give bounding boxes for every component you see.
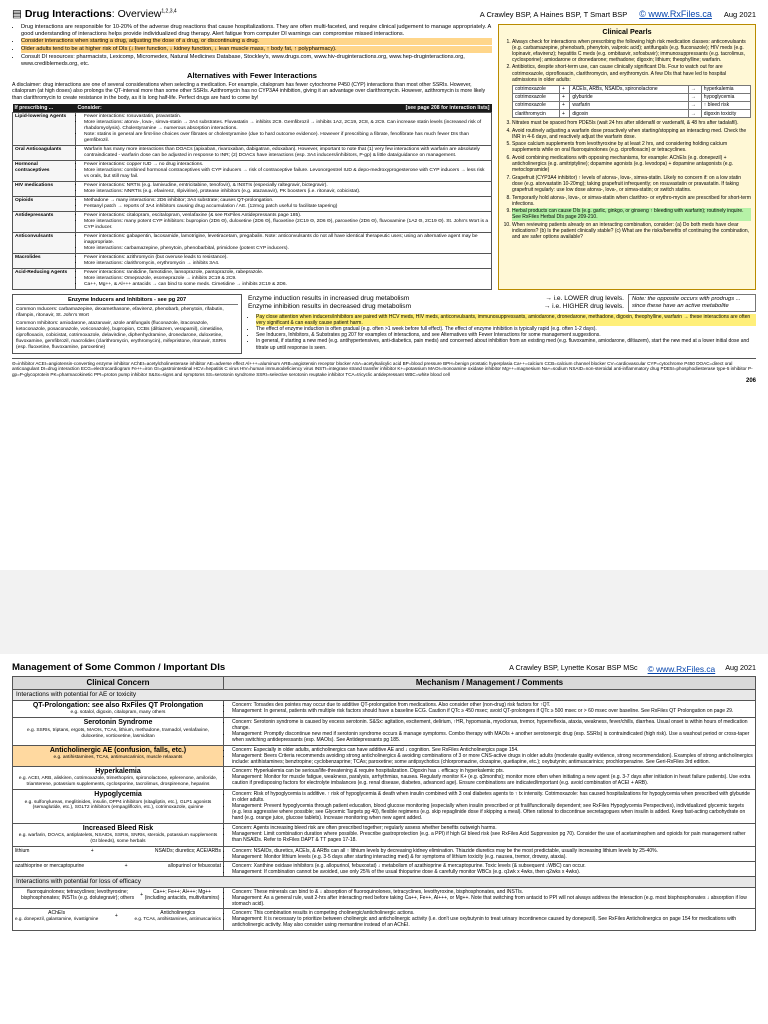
concern-examples: e.g. sulfonylureas, meglitinides, insulin, DPP4 inhibitors (sitagliptin, etc.), GLP1 agonists (semaglutide, etc.), SGLT2 inhibitors (empagliflozin, etc.), cotrimoxazole, quinine bbox=[24, 799, 212, 811]
drug-category: Macrolides bbox=[13, 253, 76, 268]
bullet-item: • More interactions: many potent CYP inhibitors: bupropion (2D6 Θ), duloxetine (2D6 Θ), fluoxetine (2C19 Θ, 2D6 Θ), paroxetine (2D6 Θ), fluvoxamine (1A2 Θ, 2C19 Θ). St. John's Wort is a CYP inducer. bbox=[84, 219, 489, 231]
pearl-item: 10. When reviewing patients already on an interacting combination, consider: (a) Do both meds have clear indications? (b) Is the patient clinically stable? (c) What are the risks/benefits of continuing the combination, and are safer options available? bbox=[512, 222, 751, 240]
consider-cell bbox=[76, 268, 492, 289]
consider-cell bbox=[76, 233, 492, 254]
alternatives-row bbox=[13, 253, 492, 268]
concern-cell bbox=[13, 718, 224, 745]
consider-cell bbox=[76, 161, 492, 182]
concern-row bbox=[13, 718, 756, 745]
mechanism-cell bbox=[224, 790, 756, 823]
bullet-item: • Concern: These minerals can bind to & ↓ absorption of fluoroquinolones, tetracyclines, levothyroxine, bisphosphonates, and INSTIs. bbox=[232, 889, 753, 895]
combo-cell: + bbox=[559, 110, 569, 118]
bullet-list bbox=[226, 747, 753, 765]
management-header bbox=[12, 662, 756, 674]
concern-name: Hyperkalemia bbox=[95, 767, 141, 775]
bullet-item: • Management: Prevent hypoglycemia through patient education, blood glucose monitoring (especially when insulin prescribed or pt frail/functionally dependent; see RxFiles Hypoglycemia Perspectives), individualized glycemic targets (e.g. less aggressive where possible; see Glycemic Targets pg 40), flexible regimens (e.g. skip repaglinide dose if skipping a meal). Often rational to discontinue secretagogues when insulin is added. Keep fast-acting carbohydrate on hand (e.g. orange juice, glucose tablets). Increase monitoring when new agent added. bbox=[232, 803, 753, 821]
overview-header bbox=[12, 8, 756, 21]
concern-cell bbox=[13, 823, 224, 846]
bullet-item: • Management: Beers Criteria recommends avoiding strong anticholinergics & avoiding combinations of 3 or more CNS-active drugs in older adults (moderate quality evidence, strong recommendation). Examples of strong anticholinergics include: antihistamines; benztropine; cyclobenzaprine; TCAs; paroxetine; some antipsychotics (chlorpromazine, clozapine, quetiapine, etc.); oxybutynin; antimuscarinics; prochlorperazine. See Geri-RxFiles 3rd edition. bbox=[232, 753, 753, 765]
intro-item-highlight: • Consider interactions when starting a drug, adjusting the dose of a drug, or discontinuing a drug. bbox=[21, 38, 492, 45]
enzyme-bullet: • See Inducers, Inhibitors, & Substrates pg 207 for examples of interactions, and see Alternatives with Fewer Interactions for some management suggestions. bbox=[256, 332, 756, 338]
consider-cell bbox=[76, 253, 492, 268]
bullet-list bbox=[78, 255, 489, 267]
pair-cell bbox=[13, 861, 224, 876]
bullet-list bbox=[226, 889, 753, 907]
bullet-item: • Concern: This combination results in competing cholinergic/anticholinergic actions. bbox=[232, 910, 753, 916]
ache-row bbox=[13, 909, 756, 930]
combo-cell: cotrimoxazole bbox=[513, 101, 560, 109]
bullet-item: • Warfarin has many more interactions than DOACs (apixaban, rivaroxaban, dabigatran, edoxaban). However, important to note that (1) very few interactions with warfarin are absolutely contraindicated - warfarin dose can be adjusted in response to INR; (2) DOACs have interactions (esp. 3A4 inducers/inhibitors, P-gp) & little data/guidance on management. bbox=[84, 147, 489, 159]
bullet-item: • Concern: Torsades des pointes may occur due to additive QT-prolongation from medications. Also consider other (non-drug) risk factors for ↑QT. bbox=[232, 702, 753, 708]
rxfiles-link[interactable]: © www.RxFiles.ca bbox=[647, 664, 716, 674]
pair-cell bbox=[13, 909, 224, 930]
combo-cell: ACEIs, ARBs, NSAIDs, spironolactone bbox=[570, 85, 688, 93]
pair-b: Ca++; Fe++; Al+++; Mg++ (including antacids, multivitamins) bbox=[144, 888, 220, 902]
intro-item-highlight: • Older adults tend to be at higher risk of DIs (↓ liver function, ↓ kidney function, ↓ lean muscle mass, ↑ body fat, ↑ polypharmacy). bbox=[21, 46, 492, 53]
pair-b: Anticholinergics e.g. TCAs, antihistamines, antimuscarinics bbox=[134, 910, 221, 922]
antibiotic-combo-table bbox=[512, 85, 751, 118]
bullet-item: • More interactions: carbamazepine, phenytoin, phenobarbital, primidone (potent CYP inducers). bbox=[84, 246, 489, 252]
combo-cell: clarithromycin bbox=[513, 110, 560, 118]
concern-row bbox=[13, 823, 756, 846]
pair bbox=[15, 848, 221, 854]
pearl-item: 3. Nitrates must be spaced from PDE5Is (wait 24 hrs after sildenafil or vardenafil, & 48 hrs after tadalafil). bbox=[512, 120, 751, 126]
bullet-list bbox=[78, 270, 489, 288]
bullet-item: • More interactions: Omeprazole, esomeprazole → inhibits 2C19 & 2C9. bbox=[84, 276, 489, 282]
overview-meta bbox=[480, 9, 756, 20]
bullet-list bbox=[226, 848, 753, 860]
alternatives-row bbox=[13, 182, 492, 197]
combo-row bbox=[513, 93, 751, 101]
concern-examples: e.g. warfarin, DOACs, antiplatelets, NSAIDs, SSRIs, SNRIs, steroids, potassium supplements (GI bleeds), some herbals bbox=[18, 833, 218, 844]
pair-b: allopurinol or febuxostat bbox=[167, 862, 221, 869]
pearl-item: 5. Space calcium supplements from levothyroxine by at least 2 hrs, and considering holding calcium supplements while on oral fluoroquinolones (e.g. ciprofloxacin) or tetracyclines. bbox=[512, 141, 751, 153]
bullet-list bbox=[78, 147, 489, 159]
lithium-row bbox=[13, 846, 756, 861]
bullet-item: • Concern: Especially in older adults, anticholinergics can have additive AE and ↓ cognition. See RxFiles Anticholinergics page 154. bbox=[232, 747, 753, 753]
management-sheet bbox=[12, 662, 756, 1024]
combo-cell: + bbox=[559, 93, 569, 101]
drug-category: Hormonal contraceptives bbox=[13, 161, 76, 182]
management-table bbox=[12, 676, 756, 930]
clinical-pearls-box bbox=[498, 24, 756, 290]
bullet-list bbox=[78, 183, 489, 195]
disclaimer: A disclaimer: drug interactions are one of several considerations when selecting a medication. For example, citalopram has fewer cytochrome P450 (CYP) interactions than most other SSRIs. However, citalopram (at high doses) also prolongs the QT-interval more than some other SSRIs. Azithromycin has no CYP3A4 inhibition, giving it an advantage over clarithromycin. However, azithromycin is more likely than clarithromycin to create resistance in the body, as it is long half-life. Perfect drugs are hard to come by! bbox=[12, 81, 486, 101]
bullet-item: • Fentanyl patch → reports of 3A4 inhibitors causing drug accumulation / AE. (12mcg patch useful to facilitate tapering) bbox=[84, 204, 489, 210]
left-column bbox=[12, 24, 492, 290]
enzyme-bullet: • Pay close attention when inducers/inhibitors are paired with HCV meds, HIV meds, anticonvulsants, immunosuppressants, amiodarone, dronedarone, methadone, digoxin, theophylline, warfarin → these interactions are often very significant & can easily cause patient harm. bbox=[256, 314, 756, 326]
authors: A Crawley BSP, A Haines BSP, T Smart BSP bbox=[479, 10, 628, 19]
bullet-list bbox=[78, 162, 489, 180]
col-consider: Consider: [see page 208 for interaction lists] bbox=[77, 104, 490, 111]
drug-category: Antidepressants bbox=[13, 212, 76, 233]
enzyme-section bbox=[12, 294, 756, 354]
concern-row bbox=[13, 700, 756, 717]
col-clinical-concern: Clinical Concern bbox=[13, 677, 224, 690]
concern-cell bbox=[13, 766, 224, 789]
management-meta bbox=[509, 664, 756, 674]
combo-cell: → bbox=[688, 93, 701, 101]
management-title: Management of Some Common / Important DIs bbox=[12, 662, 226, 673]
pair-a: azathioprine or mercaptopurine bbox=[15, 862, 85, 869]
pearls-list bbox=[503, 39, 751, 241]
combo-cell: digoxin toxicity bbox=[701, 110, 750, 118]
bullet-item: • More interactions: NNRTIs (e.g. efavirenz, rilpivirine), protease inhibitors (e.g. atazanavir), PK boosters (i.e. ritonavir, cobicistat). bbox=[84, 189, 489, 195]
concern-name: Anticholinergic AE (confusion, falls, etc.) bbox=[49, 746, 187, 754]
concern-name: Serotonin Syndrome bbox=[83, 719, 153, 727]
consider-cell bbox=[76, 212, 492, 233]
concern-examples: e.g. sotalol, digoxin, citalopram, many others bbox=[70, 710, 166, 716]
bullet-item: • Ca++, Mg++, & Al+++ antacids → can bind to some meds. Cimetidine → inhibits 2C19 & 2D6. bbox=[84, 282, 489, 288]
consider-cell bbox=[76, 113, 492, 146]
combo-row bbox=[513, 85, 751, 93]
combo-cell: hypoglycemia bbox=[701, 93, 750, 101]
enzyme-title: Enzyme Inducers and Inhibitors - see pg 207 bbox=[16, 297, 238, 305]
concern-row bbox=[13, 790, 756, 823]
concern-row bbox=[13, 745, 756, 766]
bullet-item: • Management: Monitor lithium levels (e.g. 3-5 days after starting interacting med) & for symptoms of lithium toxicity (e.g. nausea, tremor, drowsy, ataxia). bbox=[232, 854, 753, 860]
chelation-row bbox=[13, 887, 756, 908]
alternatives-row bbox=[13, 113, 492, 146]
bullet-item: • Note: statins in general are first-line choices over fibrates or cholestyramine (due to hard outcome evidence). However if prescribing a fibrate, fenofibrate has much fewer DIs than gemfibrozil. bbox=[84, 132, 489, 144]
combo-row bbox=[513, 101, 751, 109]
drug-category: Lipid-lowering Agents bbox=[13, 113, 76, 146]
mechanism-cell bbox=[224, 766, 756, 789]
alternatives-row bbox=[13, 146, 492, 161]
combo-cell: → bbox=[688, 85, 701, 93]
mechanism-cell bbox=[224, 887, 756, 908]
bullet-item: • Fewer interactions: gabapentin, lacosamide, lamotrigine, levetiracetam, pregabalin. Note: anticonvulsants do not all have identical therapeutic uses; using an alternative agent may be inappropriate. bbox=[84, 234, 489, 246]
bullet-item: • Concern: NSAIDs, diuretics, ACEIs, & ARBs can all ↑ lithium levels by decreasing kidney elimination. Thiazide diuretics may be the most predictable, usually increasing lithium levels by 25-40%. bbox=[232, 848, 753, 854]
pair-b: NSAIDs; diuretics; ACE/ARBs bbox=[154, 847, 221, 854]
bullet-item: • Management: It is necessary to prioritize between cholinergic and anticholinergic activity (i.e. don't use oxybutynin to treat urinary incontinence caused by donepezil). See RxFiles Anticholinergics on page 154 for medications with anticholinergic activity. May also consider using memantine instead of an AChEI. bbox=[232, 916, 753, 928]
pearl-item: 7. Grapefruit (CYP3A4 inhibitor) ↑ levels of atorva-, lova-, simva-statin. Likely no concern if: on a low statin dose (e.g. atorvastatin 10-20mg); taking grapefruit infrequently; on rosuvastatin or pravastatin. If taking grapefruit regularly: use low dose atorva-, lova-, or simva-statin; or switch statins. bbox=[512, 175, 751, 193]
bullet-list bbox=[226, 825, 753, 843]
alternatives-row bbox=[13, 197, 492, 212]
bullet-item: • Management: If combination cannot be avoided, use only 25% of the usual thiopurine dose & carefully monitor WBCs (e.g. q1wk x 4wks, then q2wks x 4wks). bbox=[232, 869, 753, 875]
bullet-list bbox=[226, 791, 753, 821]
plus-sign: + bbox=[90, 847, 94, 854]
consider-cell bbox=[76, 182, 492, 197]
concern-examples: e.g. ACEI, ARB, aliskiren, cotrimoxazole, trimethoprim, spironolactone, eplerenone, amiloride, triamterene, potassium supplements, cyclosporine, tacrolimus, drospirenone, heparins bbox=[18, 776, 218, 788]
bullet-item: • Management: As a general rule, wait 2-hrs after interacting med before taking Ca++, Fe++, Al+++, or Mg++. Note that switching from antacid to PPI will not always address the interaction (e.g. most bisphosphonates ↓ absorption if low stomach acid). bbox=[232, 895, 753, 907]
combo-cell: digoxin bbox=[570, 110, 688, 118]
enzyme-bullet: • The effect of enzyme induction is often gradual (e.g. often >1 week before full effect). The effect of enzyme inhibition is typically rapid (e.g. often 1-2 days). bbox=[256, 326, 756, 332]
abbreviations: Θ=inhibitor ACEI=angiotensin-converting enzyme inhibitor AChEI=acetylcholinesterase inhibitor AE=adverse effect Al+++=aluminum ARB=angiotensin receptor blocker ASA=acetylsalicylic acid BP=blood pressure BPH=benign prostatic hyperplasia Ca++=calcium CCB=calcium channel blocker CV=cardiovascular CYP=cytochrome P450 DOAC=direct oral anticoagulant DI=drug interaction ECG=electrocardiogram Fe++=iron GI=gastrointestinal HCV=hepatitis C virus HIV=human immunodeficiency virus INSTI=integrase strand transfer inhibitor K+=potassium MAOI=monoamine oxidase inhibitor Mg++=magnesium Na+=sodium NSAID=non-steroidal anti-inflammatory drug PDE5I=phosphodiesterase type-5 inhibitor P-gp=P-glycoprotein PK=pharmacokinetic PPI=proton pump inhibitor S&Sx=signs and symptoms SS=serotonin syndrome SSRI=selective serotonin reuptake inhibitor TCA=tricyclic antidepressant WBC=white blood cell bbox=[12, 358, 756, 378]
bullet-item: • Fewer interactions: copper IUD → no drug interactions. bbox=[84, 162, 489, 168]
bullet-item: • Management: Promptly discontinue new med if serotonin syndrome occurs & manage symptoms. Combo therapy with MAOIs + another serotonergic drug (esp. SSRIs) is contraindicated (high risk). Use a washout period or cross-taper when switching antidepressants (esp. MAOIs). See Antidepressants pg 185. bbox=[232, 731, 753, 743]
enzyme-box bbox=[12, 294, 242, 354]
section-efficacy: Interactions with potential for loss of efficacy bbox=[13, 877, 756, 888]
drug-category: Opioids bbox=[13, 197, 76, 212]
bullet-item: • Methadone → many interactions: 2D6 inhibitor; 3A4 substrate; causes QT-prolongation. bbox=[84, 198, 489, 204]
alternatives-row bbox=[13, 233, 492, 254]
enzyme-notes bbox=[248, 294, 756, 354]
pair-a: lithium bbox=[15, 847, 30, 854]
pearl-item: 8. Temporarily hold atorva-, lova-, or simva-statin when clarithro- or erythro-mycin are prescribed for short-term infections. bbox=[512, 195, 751, 207]
enzyme-inducers: Common Inducers: carbamazepine, dexamethasone, efavirenz, phenobarb, phenytoin, rifabutin, rifampin, ritonavir, St. John's Wort bbox=[16, 306, 224, 318]
inhibition-line: Enzyme inhibition results in decreased drug metabolism bbox=[248, 302, 412, 310]
consider-cell bbox=[76, 197, 492, 212]
concern-cell bbox=[13, 700, 224, 717]
pearl-item-herbal: 9. Herbal products can cause DIs (e.g. garlic, ginkgo, or ginseng ↑ bleeding with warfarin); routinely inquire. See RxFiles Herbal DIs page 209-210. bbox=[512, 208, 751, 220]
drug-category: Acid-Reducing Agents bbox=[13, 268, 76, 289]
induction-result: → i.e. LOWER drug levels. bbox=[545, 294, 624, 302]
date: Aug 2021 bbox=[723, 10, 756, 19]
pair bbox=[15, 889, 221, 901]
bullet-item: • Management: In general, patients with multiple risk factors should have a baseline ECG. Caution if QTc ≥ 450 msec; avoid QT-prolongers if QTc ≥ 500 msec or > 60 msec over baseline. See RxFiles QT Prolongation on page 29. bbox=[232, 708, 753, 714]
concern-name: Increased Bleed Risk bbox=[82, 824, 154, 832]
combo-cell: cotrimoxazole bbox=[513, 85, 560, 93]
mechanism-cell bbox=[224, 846, 756, 861]
pearls-title: Clinical Pearls bbox=[602, 26, 652, 36]
drug-category: HIV medications bbox=[13, 182, 76, 197]
bullet-item: • Fewer interactions: azithromycin (but overuse leads to resistance). bbox=[84, 255, 489, 261]
concern-cell bbox=[13, 790, 224, 823]
mechanism-cell bbox=[224, 700, 756, 717]
mechanism-cell bbox=[224, 861, 756, 876]
bullet-list bbox=[78, 114, 489, 144]
induction-line: Enzyme induction results in increased drug metabolism bbox=[248, 294, 410, 302]
bullet-item: • Fewer interactions: citalopram, escitalopram, venlafaxine (& see RxFiles Antidepressants page 185). bbox=[84, 213, 489, 219]
section-toxicity: Interactions with potential for AE or toxicity bbox=[13, 690, 756, 701]
inhibition-result: → i.e. HIGHER drug levels. bbox=[543, 302, 624, 310]
azathioprine-row bbox=[13, 861, 756, 876]
pearl-item: 6. Avoid combining medications with opposing mechanisms, for example: AChEIs (e.g. donepezil) + anticholinergics (e.g. amitriptyline); dopamine agonists (e.g. levodopa) + dopamine antagonists (e.g. metoclopramide) bbox=[512, 155, 751, 173]
pair-a: fluoroquinolones; tetracyclines; levothyroxine; bisphosphonates; INSTIs (e.g. dolutegravir); others bbox=[21, 888, 135, 902]
overview-sheet bbox=[12, 8, 756, 556]
drug-category: Anticonvulsants bbox=[13, 233, 76, 254]
pair bbox=[15, 910, 221, 922]
combo-cell: warfarin bbox=[570, 101, 688, 109]
alternatives-row bbox=[13, 161, 492, 182]
mechanism-cell bbox=[224, 909, 756, 930]
consider-cell bbox=[76, 146, 492, 161]
pair-b-examples: e.g. TCAs, antihistamines, antimuscarinics bbox=[134, 916, 221, 922]
pair-cell bbox=[13, 846, 224, 861]
combo-cell: + bbox=[559, 85, 569, 93]
authors: A Crawley BSP, Lynette Kosar BSP MSc bbox=[509, 663, 638, 672]
pair-cell bbox=[13, 887, 224, 908]
intro-item-resources: • Consult DI resources: pharmacists, Lexicomp, Micromedex, Natural Medicines Database, Stockley's, www.drugs.com, www.hiv-druginteractions.org, www.hep-druginteractions.org, www.crediblemeds.org, etc. bbox=[21, 54, 492, 68]
concern-row bbox=[13, 766, 756, 789]
bullet-list bbox=[226, 702, 753, 714]
document-icon: ▤ bbox=[12, 8, 25, 20]
enzyme-bullet: • In general, if starting a new med (e.g. antihypertensives, anti-diabetics, pain meds) and concerned about inhibition from an existing med (e.g. fluvoxamine, amiodarone, diltiazem), start the new med at a lower initial dose and titrate up until response is seen. bbox=[256, 338, 756, 350]
bullet-item: • Concern: Xanthine oxidase inhibitors (e.g. allopurinol, febuxostat) ↓ metabolism of azathioprine & mercaptopurine. Toxic levels (& subsequent ↓WBC) can occur. bbox=[232, 863, 753, 869]
combo-cell: cotrimoxazole bbox=[513, 93, 560, 101]
concern-examples: e.g. antihistamines, TCAs, antimuscarinics, muscle relaxants bbox=[53, 755, 183, 761]
pearl-item: 4. Avoid routinely adjusting a warfarin dose proactively when starting/stopping an interacting med. Check the INR in 4-6 days, and reactively adjust the warfarin dose. bbox=[512, 128, 751, 140]
bullet-item: • Fewer interactions: NRTIs (e.g. lamivudine, emtricitabine, tenofovir), & INSTIs (especially raltegravir, bictegravir). bbox=[84, 183, 489, 189]
drug-category: Oral Anticoagulants bbox=[13, 146, 76, 161]
plus-sign: + bbox=[140, 891, 144, 898]
bullet-list bbox=[78, 198, 489, 210]
bullet-list bbox=[226, 719, 753, 743]
bullet-list bbox=[226, 910, 753, 928]
bullet-item: • Concern: Hyperkalemia can be serious/life-threatening & require hospitalization. Digoxin has ↓ efficacy in hyperkalemic pts. bbox=[232, 768, 753, 774]
bullet-item: • Concern: Serotonin syndrome is caused by excess serotonin. S&Sx: agitation, excitement, delirium, ↑HR, hypomania, myoclonus, tremor, hyperreflexia, ataxia, weakness, fever/chills, diarrhea. Usual onset is within hours of medication change. bbox=[232, 719, 753, 731]
col-mechanism: Mechanism / Management / Comments bbox=[224, 677, 756, 690]
bullet-item: • More interactions: atorva-, lova-, simva-statin → 3A4 substrates. Fluvastatin → inhibits 2C9. Gemfibrozil → inhibits 1A2, 2C19, 2C8, & 2C9. Can increase statin levels (increased risk of rhabdomyolysis). Cholestyramine → numerous absorption interactions. bbox=[84, 120, 489, 132]
rxfiles-link[interactable]: © www.RxFiles.ca bbox=[639, 9, 712, 19]
bullet-item: • More interactions: combined hormonal contraceptives with CYP inducers → risk of contraceptive failure. Levonorgestrel IUD & depo-medroxyprogesterone with CYP inducers → less risk vs orals, but still may fail. bbox=[84, 168, 489, 180]
bullet-list bbox=[226, 768, 753, 786]
concern-cell bbox=[13, 745, 224, 766]
bullet-item: • Fewer interactions: ranitidine, famotidine, lansoprazole, pantoprazole, rabeprazole. bbox=[84, 270, 489, 276]
bullet-item: • Management: Limit combination duration where possible. Prescribe gastroprotection (e.g. a PPI) if high GI bleed risk (see RxFiles Acid Suppression pg 70). Consider the use of acetaminophen and opioids for pain management rather than NSAIDs. Refer to RxFiles DAPT & TT pages 17-18. bbox=[232, 831, 753, 843]
plus-sign: + bbox=[124, 862, 128, 869]
combo-cell: + bbox=[559, 101, 569, 109]
col-prescribing: If prescribing ... bbox=[13, 104, 76, 113]
overview-title: ▤ Drug Interactions: Overview$^{1,2,3,4}$ bbox=[12, 8, 177, 20]
pair-a: AChEIs e.g. donepezil, galantamine, rivastigmine bbox=[15, 910, 99, 922]
section-efficacy-row bbox=[13, 877, 756, 888]
pair-a-examples: e.g. donepezil, galantamine, rivastigmine bbox=[15, 916, 99, 922]
page-number: 206 bbox=[745, 378, 756, 385]
pearl-item: 1. Always check for interactions when prescribing the following high risk medication classes: anticonvulsants (e.g. carbamazepine, phenobarb, phenytoin, valproic acid); antifungals (e.g. fluconazole); HIV meds (e.g. lopinavir, efavirenz); hepatitis C meds (e.g. ombitasvir, sofosbuvir); immunosuppressants (e.g. tacrolimus, cyclosporine); amiodarone or dronedarone; methadone; digoxin; lithium; theophylline; warfarin. bbox=[512, 39, 751, 63]
concern-name: QT-Prolongation: see also RxFiles QT Prolongation bbox=[32, 701, 204, 709]
intro-list bbox=[12, 24, 492, 68]
mechanism-cell bbox=[224, 718, 756, 745]
alternatives-row bbox=[13, 268, 492, 289]
prodrug-note: Note: the opposite occurs with prodrugs ... since these have an active metabolite bbox=[628, 294, 756, 312]
concern-examples: e.g. SSRIs, triptans, ergots, MAOIs, TCAs, lithium, methadone, tramadol, venlafaxine, duloxetine, vortioxetine, lasmiditan bbox=[26, 727, 209, 739]
bullet-item: • Management: Monitor for muscle fatigue, weakness, paralysis, arrhythmias, nausea. Regularly monitor K+ (e.g. q3months); monitor more often when initiating a new agent (e.g. 3-7 days after initiation in heart failure patients). Use extra caution if predisposing factors for electrolyte imbalances (e.g. renal disease, diabetes, advanced age). Ensure combinations are indicated/important (e.g. avoid combination of ACEI + ARB). bbox=[232, 774, 753, 786]
bullet-item: • Concern: Risk of hypoglycemia is additive. ↑ risk of hypoglycemia & death when insulin combined with 3 oral diabetes agents to ↑ tx intensity. Cotrimoxazole: has caused hospitalizations for hypoglycemia when prescribed with glyburide in older adults. bbox=[232, 791, 753, 803]
bullet-list bbox=[78, 213, 489, 231]
page-gap bbox=[0, 570, 768, 654]
pair bbox=[15, 863, 221, 869]
intro-item: • Drug interactions are responsible for 10-20% of the adverse drug reactions that cause hospitalizations. They are often multi-faceted, and require clinical judgement to manage appropriately. A good understanding of interactions helps provide individualized drug therapy. Alert fatigue from computer DI warnings can compromise missed interactions. bbox=[21, 24, 492, 38]
alternatives-table bbox=[12, 104, 492, 290]
alternatives-row bbox=[13, 212, 492, 233]
plus-sign: + bbox=[114, 913, 118, 920]
combo-cell: hyperkalemia bbox=[701, 85, 750, 93]
alternatives-title: Alternatives with Fewer Interactions bbox=[187, 70, 317, 80]
concern-name: Hypoglycemia bbox=[94, 791, 142, 799]
combo-cell: ↑ bleed risk bbox=[701, 101, 750, 109]
combo-cell: → bbox=[688, 101, 701, 109]
date: Aug 2021 bbox=[725, 663, 756, 672]
bullet-list bbox=[226, 863, 753, 875]
bullet-item: • Concern: Agents increasing bleed risk are often prescribed together; regularly assess whether benefits outweigh harms. bbox=[232, 825, 753, 831]
enzyme-inhibitors: Common Inhibitors: amiodarone, atazanavir, azole antifungals (fluconazole, itraconazole, ketoconazole, posaconazole, voriconazole), bupropion, CCBs (diltiazem, verapamil), cimetidine, ciprofloxacin, cobicistat, cotrimoxazole, delavirdine, diphenhydramine, dronedarone, duloxetine, fluvoxamine, gemfibrozil, macrolides (clarithromycin, erythromycin), mifepristone, ritonavir, SSRIs (esp. fluoxetine, fluvoxamine, paroxetine) bbox=[16, 320, 227, 350]
mechanism-cell bbox=[224, 823, 756, 846]
combo-cell: glyburide bbox=[570, 93, 688, 101]
pearl-item: 2. Antibiotics, despite short-term use, can cause clinically significant DIs. Four to watch out for are cotrimoxazole, ciprofloxacin, clarithromycin, and erythromycin. A few DIs that have led to hospital admissions in older adults: cotrimoxazole + ACEIs, ARBs, NSAIDs, spironolactone → hyperkalemia cotrimoxazole + glyburide → hypoglycemia cotrimoxazole + warfarin → ↑ bleed risk clarithromycin + digoxin → digoxin toxicity bbox=[512, 64, 751, 118]
combo-row bbox=[513, 110, 751, 118]
bullet-item: • More interactions: clarithromycin, erythromycin → inhibits 3A4. bbox=[84, 261, 489, 267]
bullet-list bbox=[78, 234, 489, 252]
bullet-item: • Fewer interactions: rosuvastatin, pravastatin. bbox=[84, 114, 489, 120]
combo-cell: → bbox=[688, 110, 701, 118]
enzyme-bullets bbox=[248, 314, 756, 351]
mechanism-cell bbox=[224, 745, 756, 766]
